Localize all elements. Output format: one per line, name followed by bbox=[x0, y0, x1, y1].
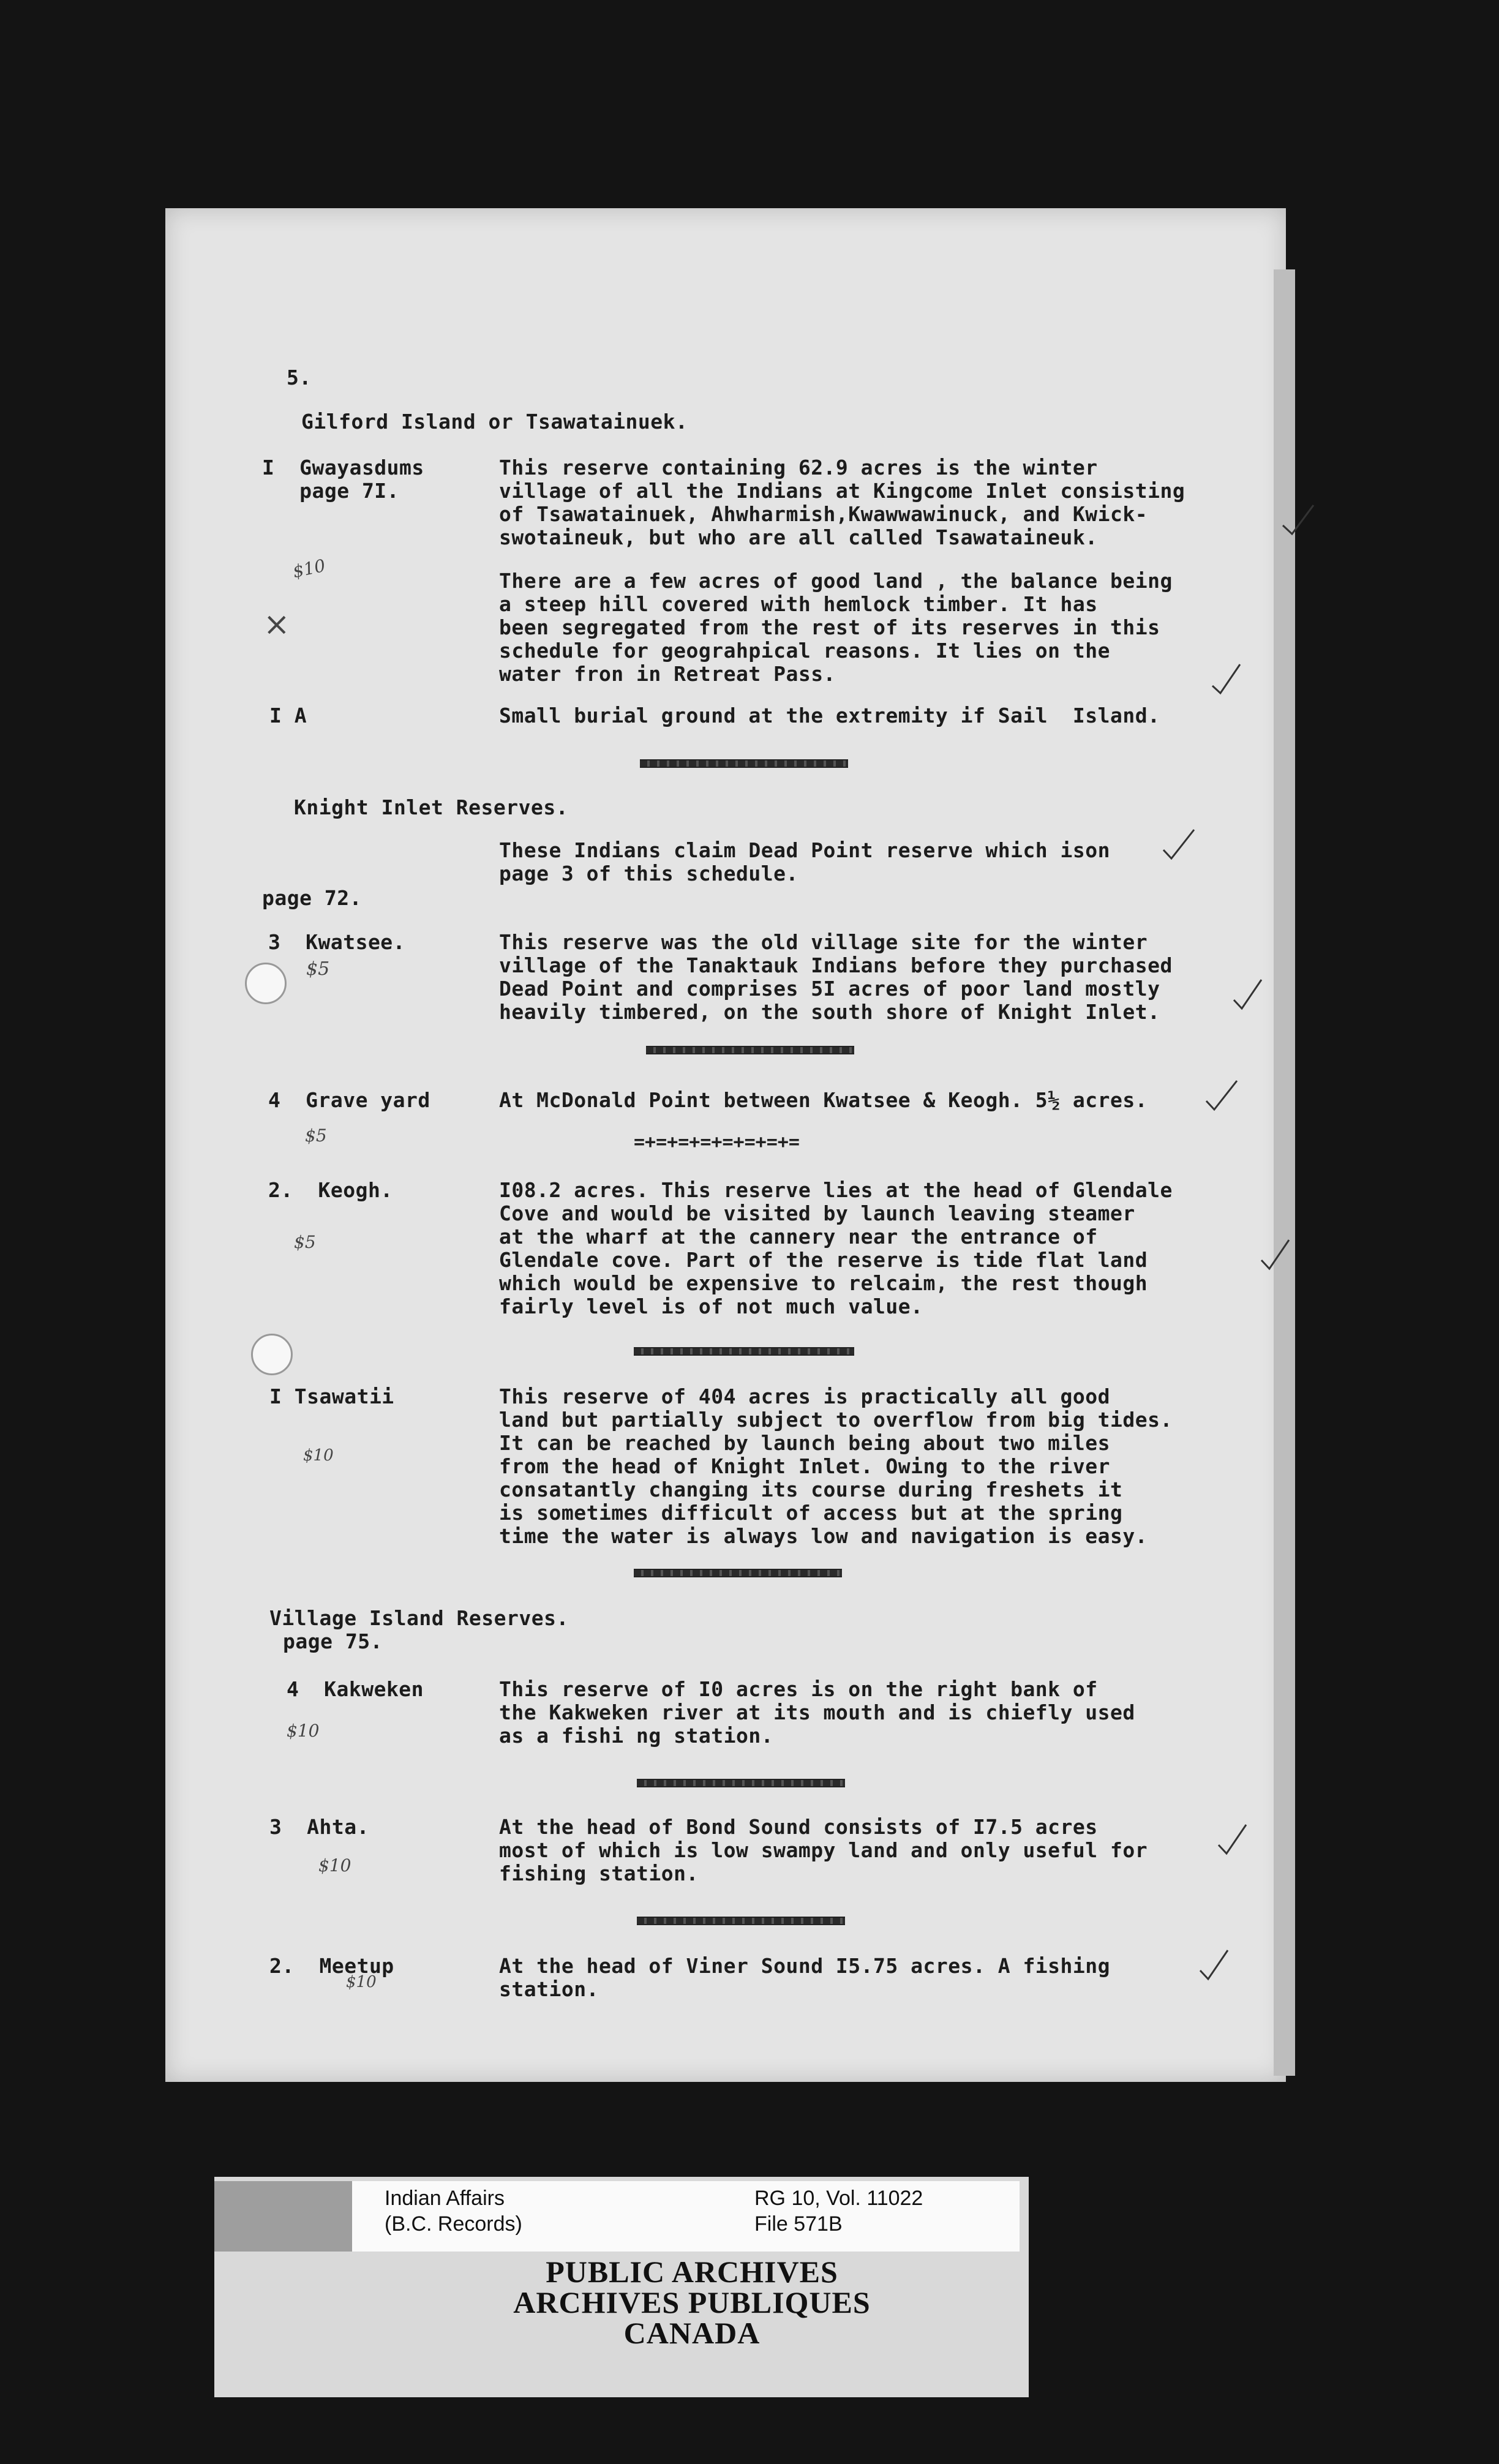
handwritten-amount: $5 bbox=[306, 958, 330, 980]
entry-text-kakweken: This reserve of I0 acres is on the right bank of the Kakweken river at its mouth and is chiefly used as a fishi ng station. bbox=[499, 1677, 1135, 1748]
entry-label-gwayasdums: I Gwayasdums page 7I. bbox=[262, 456, 424, 503]
divider-rule bbox=[637, 1779, 845, 1787]
divider-rule bbox=[634, 1347, 854, 1356]
archives-title-line1: PUBLIC ARCHIVES bbox=[546, 2255, 838, 2289]
divider-rule bbox=[640, 759, 848, 768]
entry-text-kwatsee: This reserve was the old village site for the winter village of the Tanaktauk Indians before they purchased Dead Point and comprises 5I acres of poor land mostly heavily timbered, on the south shore of Knight Inlet. bbox=[499, 930, 1173, 1024]
entry-text-tsawatii: This reserve of 404 acres is practically all good land but partially subject to overflow from big tides. It can be reached by launch being about two miles from the head of Knight Inlet. Owing to the river consatantly changing its course during freshets it is sometimes difficult of access but at the spring time the water is always low and navigation is easy. bbox=[499, 1384, 1173, 1548]
divider-rule bbox=[646, 1046, 854, 1054]
archive-volume: RG 10, Vol. 11022 bbox=[754, 2187, 923, 2210]
entry-text-ahta: At the head of Bond Sound consists of I7.5 acres most of which is low swampy land and only useful for fishing station. bbox=[499, 1815, 1148, 1885]
section-heading-gilford: Gilford Island or Tsawatainuek. bbox=[301, 410, 688, 434]
divider-dashes: =+=+=+=+=+=+=+= bbox=[634, 1132, 800, 1153]
handwritten-amount: $10 bbox=[318, 1855, 351, 1876]
archives-title bbox=[429, 2256, 955, 2348]
entry-text-gwayasdums-2: There are a few acres of good land , the balance being a steep hill covered with hemlock timber. It has been segregated from the rest of its reserves in this schedule for geograhpical reasons. It lies on the water fron in Retreat Pass. bbox=[499, 569, 1173, 686]
checkmark-icon bbox=[1280, 502, 1317, 539]
archive-fonds: Indian Affairs bbox=[385, 2187, 505, 2210]
punch-hole-top bbox=[245, 963, 287, 1004]
archives-title-line3: CANADA bbox=[623, 2316, 761, 2350]
entry-text-grave-yard: At McDonald Point between Kwatsee & Keogh. 5½ acres. bbox=[499, 1088, 1148, 1112]
page-ref-72: page 72. bbox=[262, 886, 362, 910]
page-number: 5. bbox=[287, 366, 312, 389]
entry-text-gwayasdums: This reserve containing 62.9 acres is the winter village of all the Indians at Kingcome Inlet consisting of Tsawatainuek, Ahwharmish,Kwawwawinuck, and Kwick- swotaineuk, but who are all called Tsawataineuk. bbox=[499, 456, 1185, 549]
entry-text-meetup: At the head of Viner Sound I5.75 acres. A fishing station. bbox=[499, 1954, 1111, 2001]
handwritten-amount: $10 bbox=[303, 1446, 334, 1465]
checkmark-icon bbox=[1231, 977, 1268, 1013]
entry-label-keogh: 2. Keogh. bbox=[268, 1178, 393, 1202]
divider-rule bbox=[634, 1569, 842, 1577]
page-edge bbox=[1274, 269, 1295, 2076]
punch-hole-bottom bbox=[251, 1334, 293, 1375]
entry-label-ahta: 3 Ahta. bbox=[269, 1815, 369, 1839]
entry-label-ia: I A bbox=[269, 704, 307, 727]
entry-label-tsawatii: I Tsawatii bbox=[269, 1384, 394, 1408]
checkmark-icon bbox=[1215, 1822, 1252, 1858]
page-ref-75: page 75. bbox=[283, 1629, 383, 1653]
entry-text-ia: Small burial ground at the extremity if Sail Island. bbox=[499, 704, 1160, 727]
entry-text-keogh: I08.2 acres. This reserve lies at the head of Glendale Cove and would be visited by launch leaving steamer at the wharf at the cannery near the entrance of Glendale cove. Part of the reserve is tide flat land which would be expensive to relcaim, the rest though fairly level is of not much value. bbox=[499, 1178, 1173, 1318]
entry-label-kwatsee: 3 Kwatsee. bbox=[268, 930, 406, 954]
handwritten-amount: $5 bbox=[294, 1232, 316, 1252]
handwritten-amount: $5 bbox=[305, 1125, 327, 1146]
checkmark-icon bbox=[1203, 1078, 1240, 1114]
checkmark-icon bbox=[1197, 1947, 1234, 1984]
divider-rule bbox=[637, 1917, 845, 1925]
handwritten-cross: × bbox=[263, 606, 290, 643]
entry-label-meetup: 2. Meetup bbox=[269, 1954, 394, 1978]
entry-label-kakweken: 4 Kakweken bbox=[287, 1677, 424, 1701]
checkmark-icon bbox=[1160, 827, 1197, 863]
archive-label-notch bbox=[214, 2181, 352, 2252]
archive-subfonds: (B.C. Records) bbox=[385, 2212, 522, 2236]
checkmark-icon bbox=[1209, 661, 1246, 698]
archive-file: File 571B bbox=[754, 2212, 843, 2236]
entry-label-grave-yard: 4 Grave yard bbox=[268, 1088, 430, 1112]
archives-title-line2: ARCHIVES PUBLIQUES bbox=[513, 2285, 871, 2319]
section-heading-village: Village Island Reserves. bbox=[269, 1606, 569, 1630]
section-heading-knight: Knight Inlet Reserves. bbox=[294, 795, 569, 819]
section-intro-knight: These Indians claim Dead Point reserve which ison page 3 of this schedule. bbox=[499, 838, 1111, 885]
handwritten-amount: $10 bbox=[346, 1973, 377, 1991]
handwritten-amount: $10 bbox=[287, 1721, 320, 1741]
handwritten-amount: $10 bbox=[291, 555, 328, 582]
checkmark-icon bbox=[1258, 1237, 1295, 1274]
